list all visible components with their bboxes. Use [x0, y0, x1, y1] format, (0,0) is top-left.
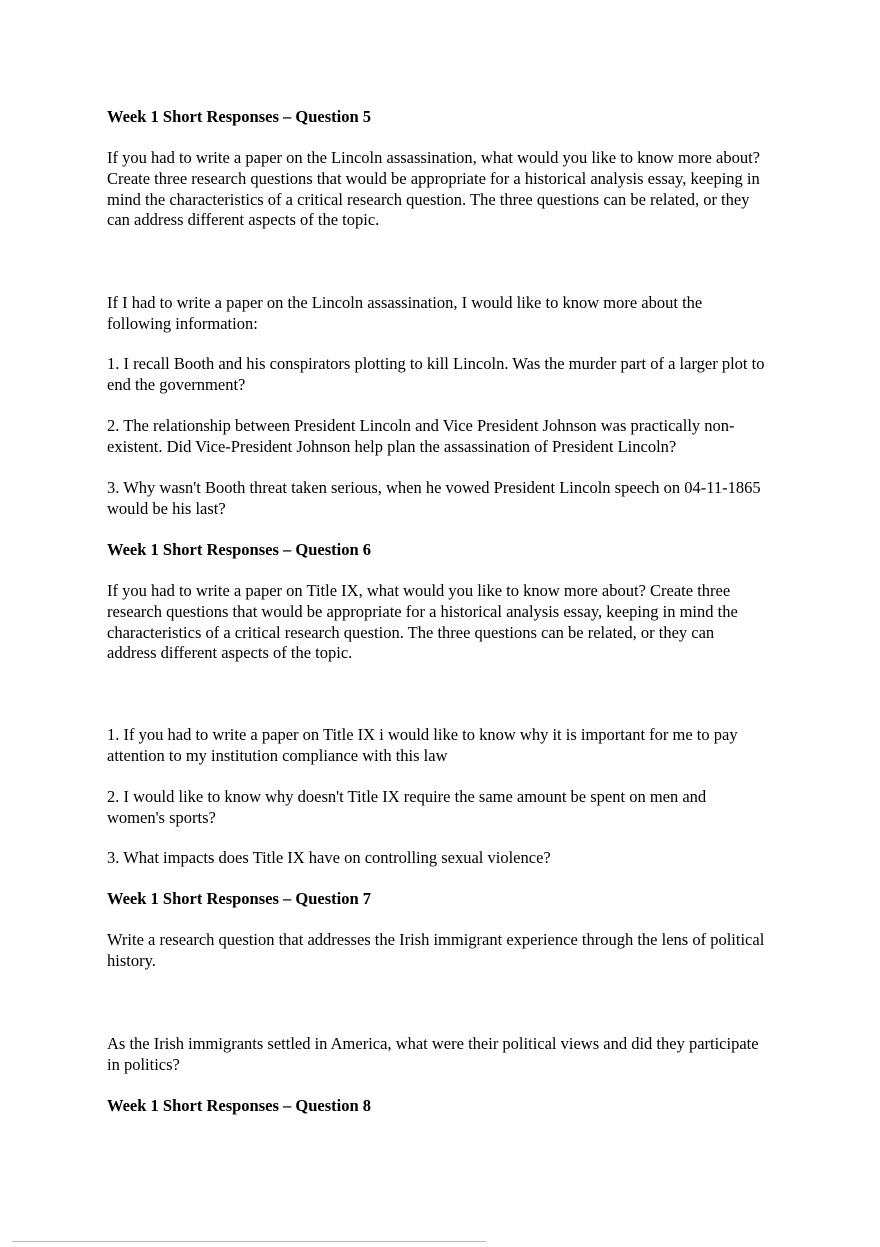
footer-rule	[12, 1241, 486, 1242]
question-7-answer: As the Irish immigrants settled in America, what were their political views and did they participate in politics?	[107, 1034, 759, 1074]
question-5-answer-2: 2. The relationship between President Lincoln and Vice President Johnson was practically non-existent. Did Vice-President Johnson help plan the assassination of President Lincoln?	[107, 416, 735, 456]
question-7-prompt: Write a research question that addresses the Irish immigrant experience through the lens of political history.	[107, 930, 765, 970]
question-6-prompt: If you had to write a paper on Title IX, what would you like to know more about? Create three research questions that would be appropriate for a historical analysis essay, keeping in mind the characteristics of a critical research question. The three questions can be related, or they can address different aspects of the topic.	[107, 581, 738, 663]
question-5-prompt: If you had to write a paper on the Lincoln assassination, what would you like to know more about? Create three research questions that would be appropriate for a historical analysis essay, keeping in mind the characteristics of a critical research question. The three questions can be related, or they can address different aspects of the topic.	[107, 148, 760, 230]
question-7-heading: Week 1 Short Responses – Question 7	[107, 889, 372, 908]
question-8-heading: Week 1 Short Responses – Question 8	[107, 1096, 372, 1115]
question-6-answer-2: 2. I would like to know why doesn't Title IX require the same amount be spent on men and women's sports?	[107, 787, 707, 827]
question-5-answer-1: 1. I recall Booth and his conspirators plotting to kill Lincoln. Was the murder part of a larger plot to end the government?	[107, 354, 765, 394]
question-5-heading: Week 1 Short Responses – Question 5	[107, 107, 372, 126]
question-6-answer-3: 3. What impacts does Title IX have on controlling sexual violence?	[107, 848, 551, 867]
question-5-intro: If I had to write a paper on the Lincoln assassination, I would like to know more about the following information:	[107, 293, 703, 333]
question-5-answer-3: 3. Why wasn't Booth threat taken serious, when he vowed President Lincoln speech on 04-11-1865 would be his last?	[107, 478, 761, 518]
question-6-answer-1: 1. If you had to write a paper on Title IX i would like to know why it is important for me to pay attention to my institution compliance with this law	[107, 725, 738, 765]
question-6-heading: Week 1 Short Responses – Question 6	[107, 540, 372, 559]
